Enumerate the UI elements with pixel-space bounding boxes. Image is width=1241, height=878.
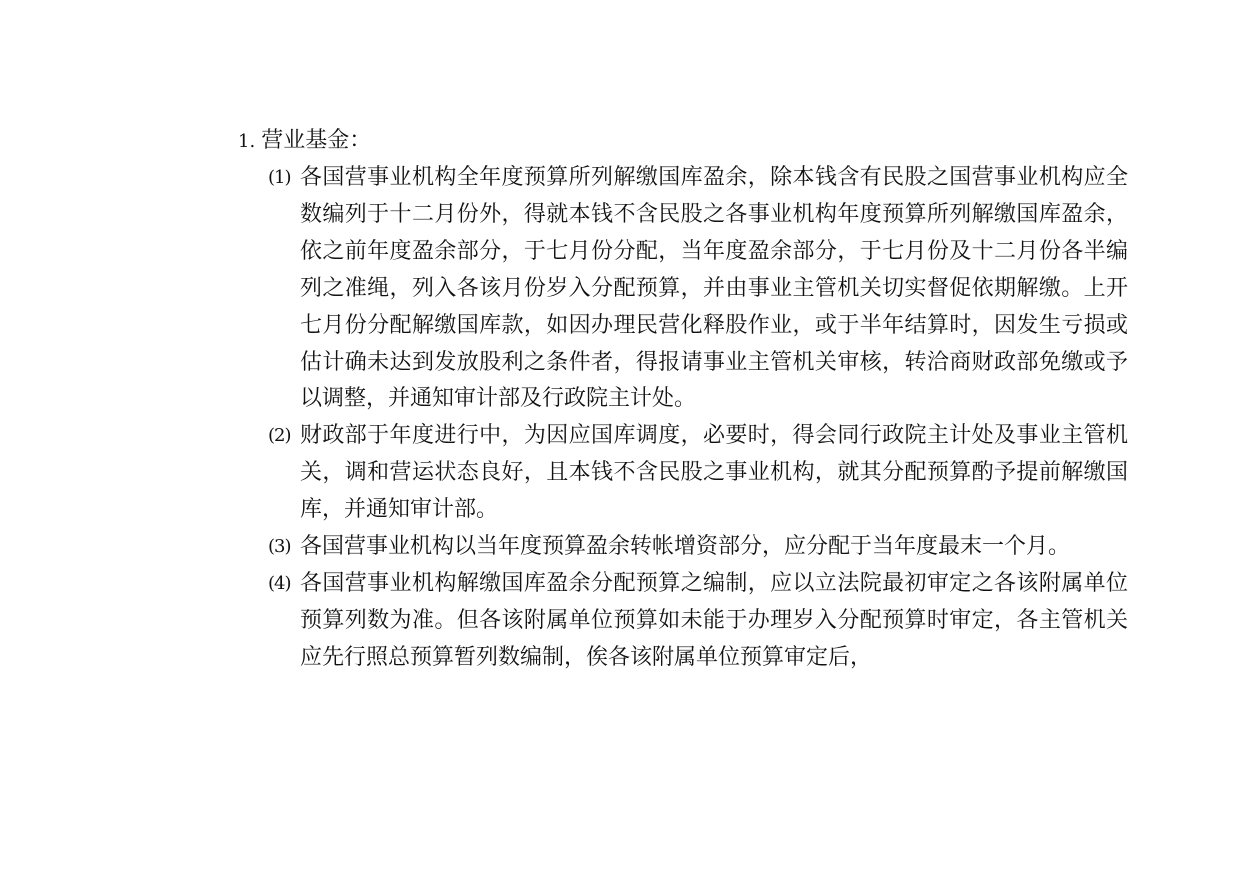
item-text: 各国营事业机构解缴国库盈余分配预算之编制，应以立法院最初审定之各该附属单位预算列数为准。但各该附属单位预算如未能于办理岁入分配预算时审定，各主管机关应先行照总预算暂列数编制，俟各该附属单位预算审定后， [300, 570, 1128, 670]
section-title: 营业基金： [261, 128, 372, 153]
item-marker: (3) [268, 536, 291, 558]
item-text: 财政部于年度进行中，为因应国库调度，必要时，得会同行政院主计处及事业主管机关，调和营运状态良好，且本钱不含民股之事业机构，就其分配预算酌予提前解缴国库，并通知审计部。 [300, 423, 1128, 523]
item-marker: (4) [268, 572, 291, 594]
item-marker: (1) [268, 167, 291, 188]
item-list [268, 160, 1128, 677]
list-item [268, 566, 1128, 677]
list-item [268, 418, 1128, 529]
item-marker: (2) [268, 425, 291, 447]
item-text: 各国营事业机构以当年度预算盈余转帐增资部分，应分配于当年度最末一个月。 [300, 534, 1071, 560]
list-item [268, 529, 1128, 566]
list-item [268, 160, 1128, 418]
section-heading [238, 123, 371, 160]
item-text: 各国营事业机构全年度预算所列解缴国库盈余，除本钱含有民股之国营事业机构应全数编列于十二月份外，得就本钱不含民股之各事业机构年度预算所列解缴国库盈余，依之前年度盈余部分，于七月份分配，当年度盈余部分，于七月份及十二月份各半编列之准绳，列入各该月份岁入分配预算，并由事业主管机关切实督促依期解缴。上开七月份分配解缴国库款，如因办理民营化释股作业，或于半年结算时，因发生亏损或估计确未达到发放股利之条件者，得报请事业主管机关审核，转洽商财政部免缴或予以调整，并通知审计部及行政院主计处。 [300, 165, 1128, 412]
section-number: 1. [238, 131, 256, 152]
